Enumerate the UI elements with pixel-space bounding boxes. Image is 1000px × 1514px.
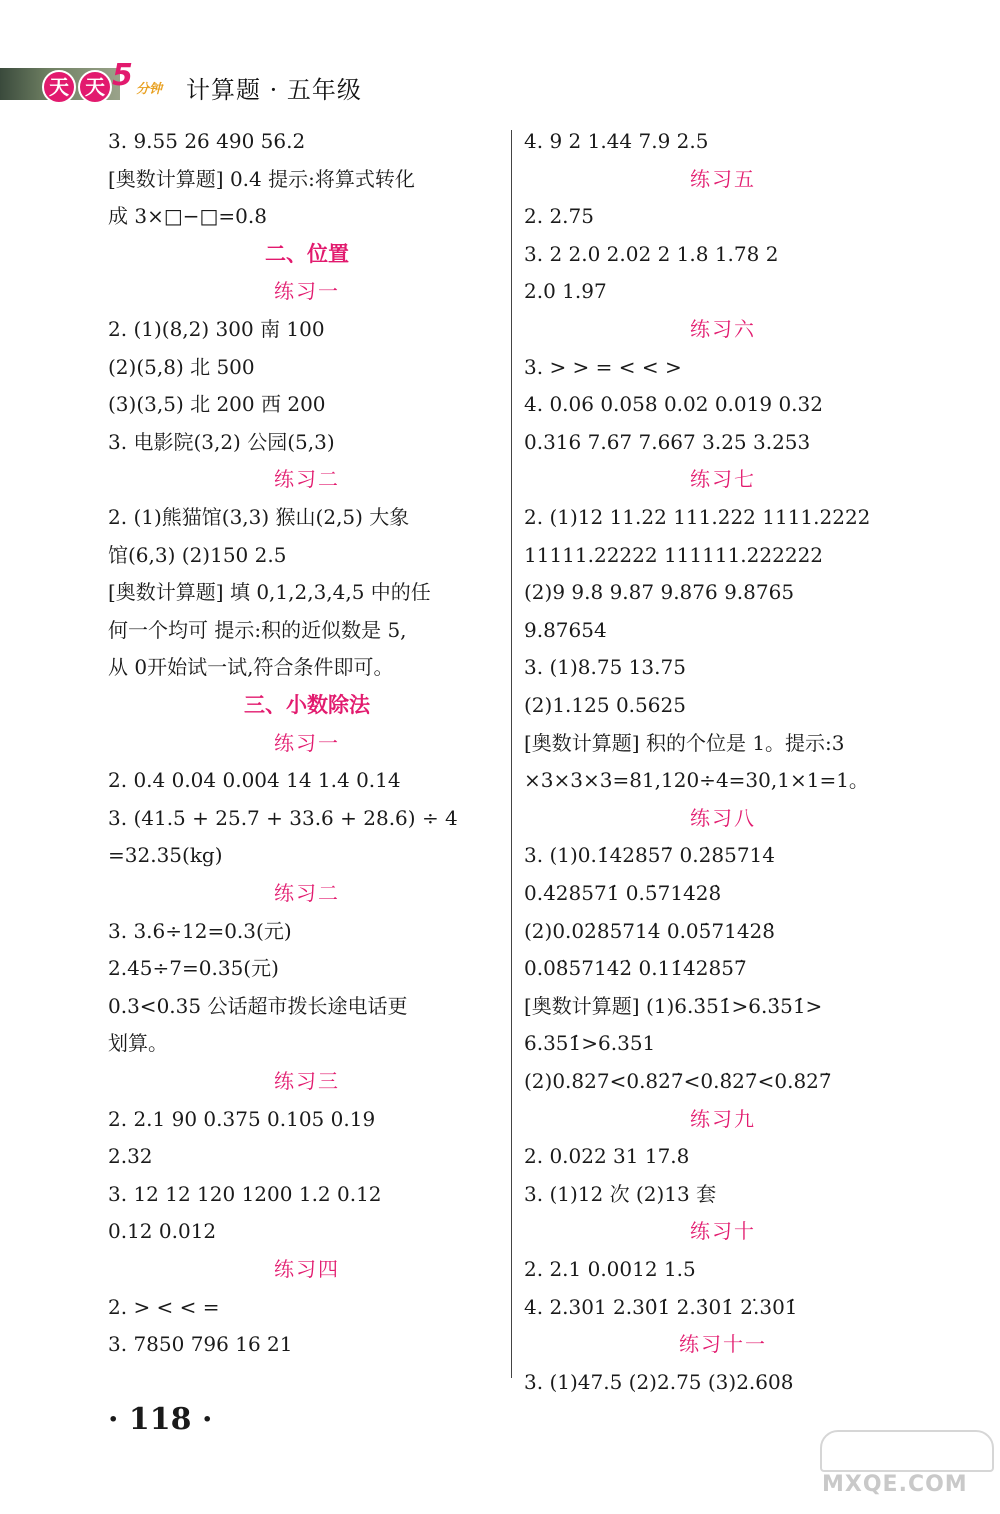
logo-char-2: 天 <box>78 70 112 104</box>
section-heading: 二、位置 <box>265 240 349 266</box>
answer-line: 3. (1)8.75 13.75 <box>524 655 686 680</box>
watermark-text: MXQE.COM <box>822 1472 968 1497</box>
answer-line: 4. 0.06 0.058 0.02 0.019 0.32 <box>524 392 823 417</box>
column-divider <box>511 130 512 1378</box>
answer-line: 3. 7850 796 16 21 <box>108 1332 293 1357</box>
answer-line: 2. (1)(8,2) 300 南 100 <box>108 317 325 341</box>
exercise-heading: 练习一 <box>274 730 340 755</box>
book-logo <box>42 70 114 104</box>
answer-line: 3. (1)12 次 (2)13 套 <box>524 1181 717 1206</box>
answer-line: 2. 2.1 90 0.375 0.105 0.19 <box>108 1106 376 1131</box>
answer-line: [奥数计算题] 填 0,1,2,3,4,5 中的任 <box>108 580 431 605</box>
book-title: 计算题 · 五年级 <box>186 76 362 104</box>
exercise-heading: 练习十一 <box>679 1332 767 1357</box>
answer-line: (2)9 9.8 9.87 9.876 9.8765 <box>524 580 795 605</box>
answer-line: 4. 2.301 2.30̇1̇ 2.3̇01̇ 2.̇301̇ <box>524 1294 798 1319</box>
exercise-heading: 练习十 <box>690 1219 756 1244</box>
exercise-heading: 练习二 <box>274 881 340 905</box>
exercise-heading: 练习一 <box>274 279 340 304</box>
answer-line: 0.3<0.35 公话超市拨长途电话更 <box>108 993 408 1018</box>
answer-line: 划算。 <box>108 1031 168 1056</box>
exercise-heading: 练习二 <box>274 467 340 492</box>
answer-line: 2. 0.4 0.04 0.004 14 1.4 0.14 <box>108 768 401 793</box>
answer-line: 2. 2.1 0.0012 1.5 <box>524 1257 696 1281</box>
answer-line: 0.316 7.67 7.667 3.25 3.253 <box>524 429 811 454</box>
answer-line: 3. (41.5 + 25.7 + 33.6 + 28.6) ÷ 4 <box>108 805 458 830</box>
watermark <box>820 1430 990 1500</box>
answer-line: 从 0开始试一试,符合条件即可。 <box>108 655 394 680</box>
section-heading: 三、小数除法 <box>244 692 370 717</box>
exercise-heading: 练习九 <box>690 1106 756 1131</box>
answer-line: [奥数计算题] 0.4 提示:将算式转化 <box>108 166 415 191</box>
answer-line: 2. > < < = <box>108 1294 220 1319</box>
answer-line: 0.12 0.012 <box>108 1219 217 1244</box>
answer-line: 2. (1)熊猫馆(3,3) 猴山(2,5) 大象 <box>108 505 410 529</box>
answer-line: 0.08̇57142̇ 0.11̇42857̇ <box>524 956 747 981</box>
page-header <box>0 60 420 106</box>
answer-line: 9.87654 <box>524 617 607 642</box>
answer-line: 成 3×□−□=0.8 <box>108 204 267 229</box>
answer-line: 2. 0.022 31 17.8 <box>524 1144 690 1169</box>
answer-line: 3. 2 2.0 2.02 2 1.8 1.78 2 <box>524 241 779 266</box>
answer-line: (2)0.827<0.82̇7̇<0.8̇27̇<0.827̇ <box>524 1069 832 1093</box>
answer-line: 0.4̇28571̇ 0.5̇71428̇ <box>524 881 722 905</box>
answer-line: [奥数计算题] 积的个位是 1。提示:3 <box>524 730 845 755</box>
exercise-heading: 练习三 <box>274 1069 340 1093</box>
answer-line: (2)0.02̇85714̇ 0.05̇71428̇ <box>524 918 775 943</box>
exercise-heading: 练习六 <box>690 317 756 341</box>
watermark-logo <box>820 1430 994 1472</box>
answer-line: (3)(3,5) 北 200 西 200 <box>108 392 326 417</box>
answer-line: 6.351̇>6.351 <box>524 1031 656 1056</box>
answer-line: 3. 3.6÷12=0.3(元) <box>108 918 292 943</box>
exercise-heading: 练习七 <box>690 467 756 492</box>
page-number: · 118 · <box>108 1402 213 1437</box>
exercise-heading: 练习八 <box>690 805 756 830</box>
exercise-heading: 练习五 <box>690 166 756 191</box>
answer-line: 3. 12 12 120 1200 1.2 0.12 <box>108 1181 382 1206</box>
answer-line: 馆(6,3) (2)150 2.5 <box>108 542 287 567</box>
answer-line: 3. (1)47.5 (2)2.75 (3)2.608 <box>524 1369 794 1394</box>
logo-number: 5 <box>112 58 133 93</box>
answer-line: 11111.22222 111111.222222 <box>524 542 824 567</box>
answer-line: (2)(5,8) 北 500 <box>108 354 255 379</box>
answer-line: 2. 2.75 <box>524 204 594 229</box>
logo-small-text: 分钟 <box>136 82 163 97</box>
answer-line: =32.35(kg) <box>108 843 223 868</box>
answer-line: 3. > > = < < > <box>524 354 682 379</box>
answer-line: 2. (1)12 11.22 111.222 1111.2222 <box>524 505 871 529</box>
answer-line: 4. 9 2 1.44 7.9 2.5 <box>524 129 709 153</box>
answer-line: (2)1.125 0.5625 <box>524 693 686 717</box>
answer-line: 3. (1)0.1̇42857̇ 0.2̇85714̇ <box>524 843 775 868</box>
answer-line: 2.32 <box>108 1144 153 1169</box>
answer-line: 2.0 1.97 <box>524 279 607 304</box>
answer-line: [奥数计算题] (1)6.3̇51̇>6.3̇51̇> <box>524 993 823 1018</box>
answer-line: 3. 电影院(3,2) 公园(5,3) <box>108 429 335 454</box>
logo-char-1: 天 <box>42 70 76 104</box>
exercise-heading: 练习四 <box>274 1257 340 1281</box>
answer-line: 何一个均可 提示:积的近似数是 5, <box>108 617 407 642</box>
answer-line: 2.45÷7=0.35(元) <box>108 956 279 981</box>
answer-line: 3. 9.55 26 490 56.2 <box>108 129 306 153</box>
answer-line: ×3×3×3=81,120÷4=30,1×1=1。 <box>524 768 869 793</box>
